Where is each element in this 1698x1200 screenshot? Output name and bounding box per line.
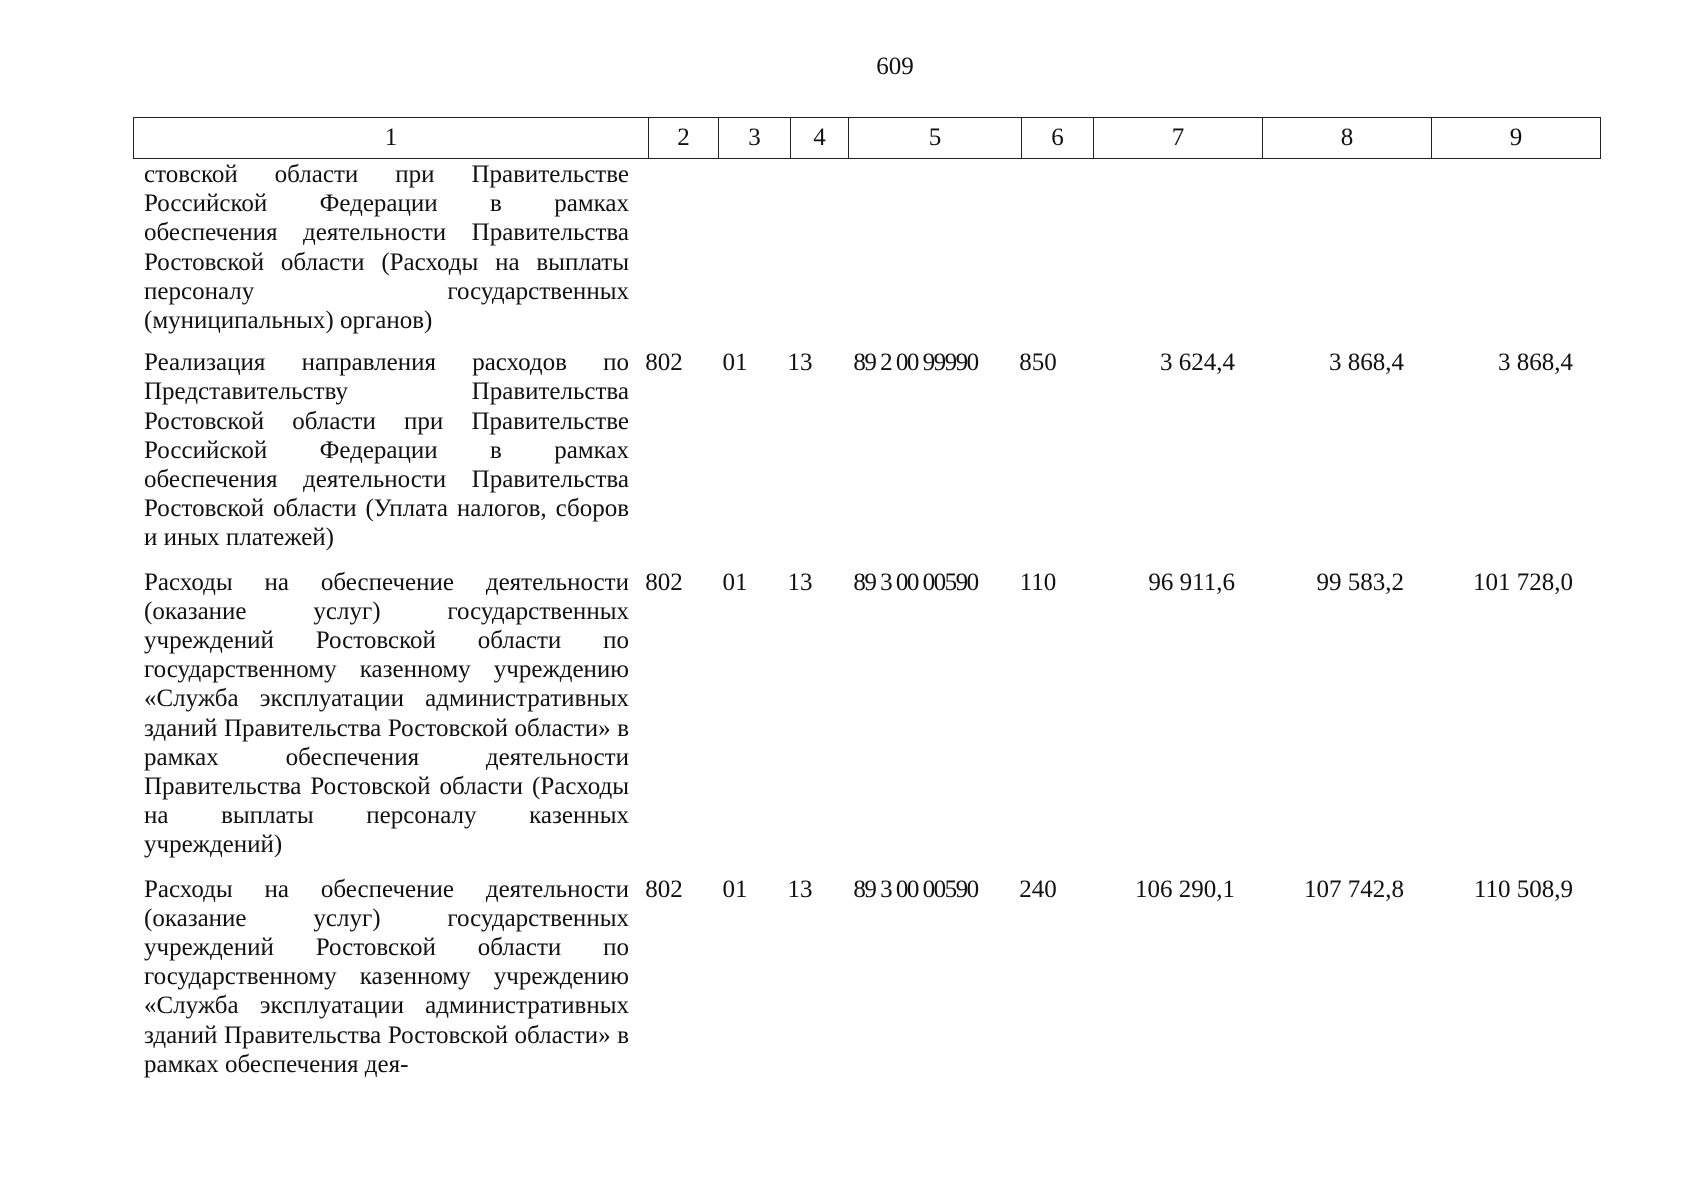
target-item-code: 89 3 00 00590 — [853, 875, 978, 903]
expense-description: Расходы на обеспечение деятельности (оказание услуг) государственных учреждений Ростовской области по государственному казенному учреждению «Служба эксплуатации административных зданий Правительства Ростовской области» в рамках обеспечения деятельности Правительства Ростовской области (Расходы на выплаты персоналу казенных учреждений) — [144, 568, 629, 859]
amount-col9: 101 728,0 — [1473, 568, 1573, 596]
target-item-code: 89 3 00 00590 — [853, 568, 978, 596]
subsection-code: 13 — [787, 875, 813, 903]
ministry-code: 802 — [645, 568, 683, 596]
expense-description: Расходы на обеспечение деятельности (оказание услуг) государственных учреждений Ростовской области по государственному казенному учреждению «Служба эксплуатации административных зданий Правительства Ростовской области» в рамках обеспечения дея- — [144, 875, 629, 1078]
column-header: 5 — [849, 118, 1022, 159]
subsection-code: 13 — [787, 349, 813, 377]
column-header: 9 — [1432, 118, 1601, 159]
amount-col7: 96 911,6 — [1148, 568, 1235, 596]
column-header: 1 — [134, 118, 649, 159]
expense-type-code: 110 — [1019, 568, 1057, 596]
table-row — [133, 348, 1601, 552]
section-code: 01 — [722, 875, 748, 903]
table-row — [133, 160, 1601, 335]
table-row — [133, 875, 1601, 1079]
table-body — [133, 160, 1601, 1094]
table-row — [133, 568, 1601, 860]
column-header: 3 — [719, 118, 791, 159]
amount-col7: 3 624,4 — [1160, 349, 1235, 377]
amount-col9: 3 868,4 — [1498, 349, 1573, 377]
column-header: 4 — [791, 118, 849, 159]
column-header: 8 — [1263, 118, 1432, 159]
section-code: 01 — [722, 568, 748, 596]
column-header: 7 — [1094, 118, 1263, 159]
expense-description: Реализация направления расходов по Представительству Правительства Ростовской области при Правительстве Российской Федерации в рамках обеспечения деятельности Правительства Ростовской области (Уплата налогов, сборов и иных платежей) — [144, 349, 629, 552]
expense-description: стовской области при Правительстве Российской Федерации в рамках обеспечения деятельности Правительства Ростовской области (Расходы на выплаты персоналу государственных (муниципальных) органов) — [144, 161, 629, 335]
column-header: 6 — [1022, 118, 1094, 159]
expense-type-code: 240 — [1019, 875, 1057, 903]
page-number: 609 — [876, 53, 914, 80]
amount-col7: 106 290,1 — [1135, 875, 1235, 903]
target-item-code: 89 2 00 99990 — [853, 349, 978, 377]
expense-type-code: 850 — [1019, 349, 1057, 377]
ministry-code: 802 — [645, 349, 683, 377]
amount-col8: 107 742,8 — [1304, 875, 1404, 903]
ministry-code: 802 — [645, 875, 683, 903]
column-header-table — [133, 117, 1601, 159]
column-header: 2 — [649, 118, 719, 159]
amount-col9: 110 508,9 — [1473, 875, 1573, 903]
subsection-code: 13 — [787, 568, 813, 596]
amount-col8: 3 868,4 — [1329, 349, 1404, 377]
column-header-row — [134, 118, 1601, 159]
amount-col8: 99 583,2 — [1316, 568, 1404, 596]
section-code: 01 — [722, 349, 748, 377]
